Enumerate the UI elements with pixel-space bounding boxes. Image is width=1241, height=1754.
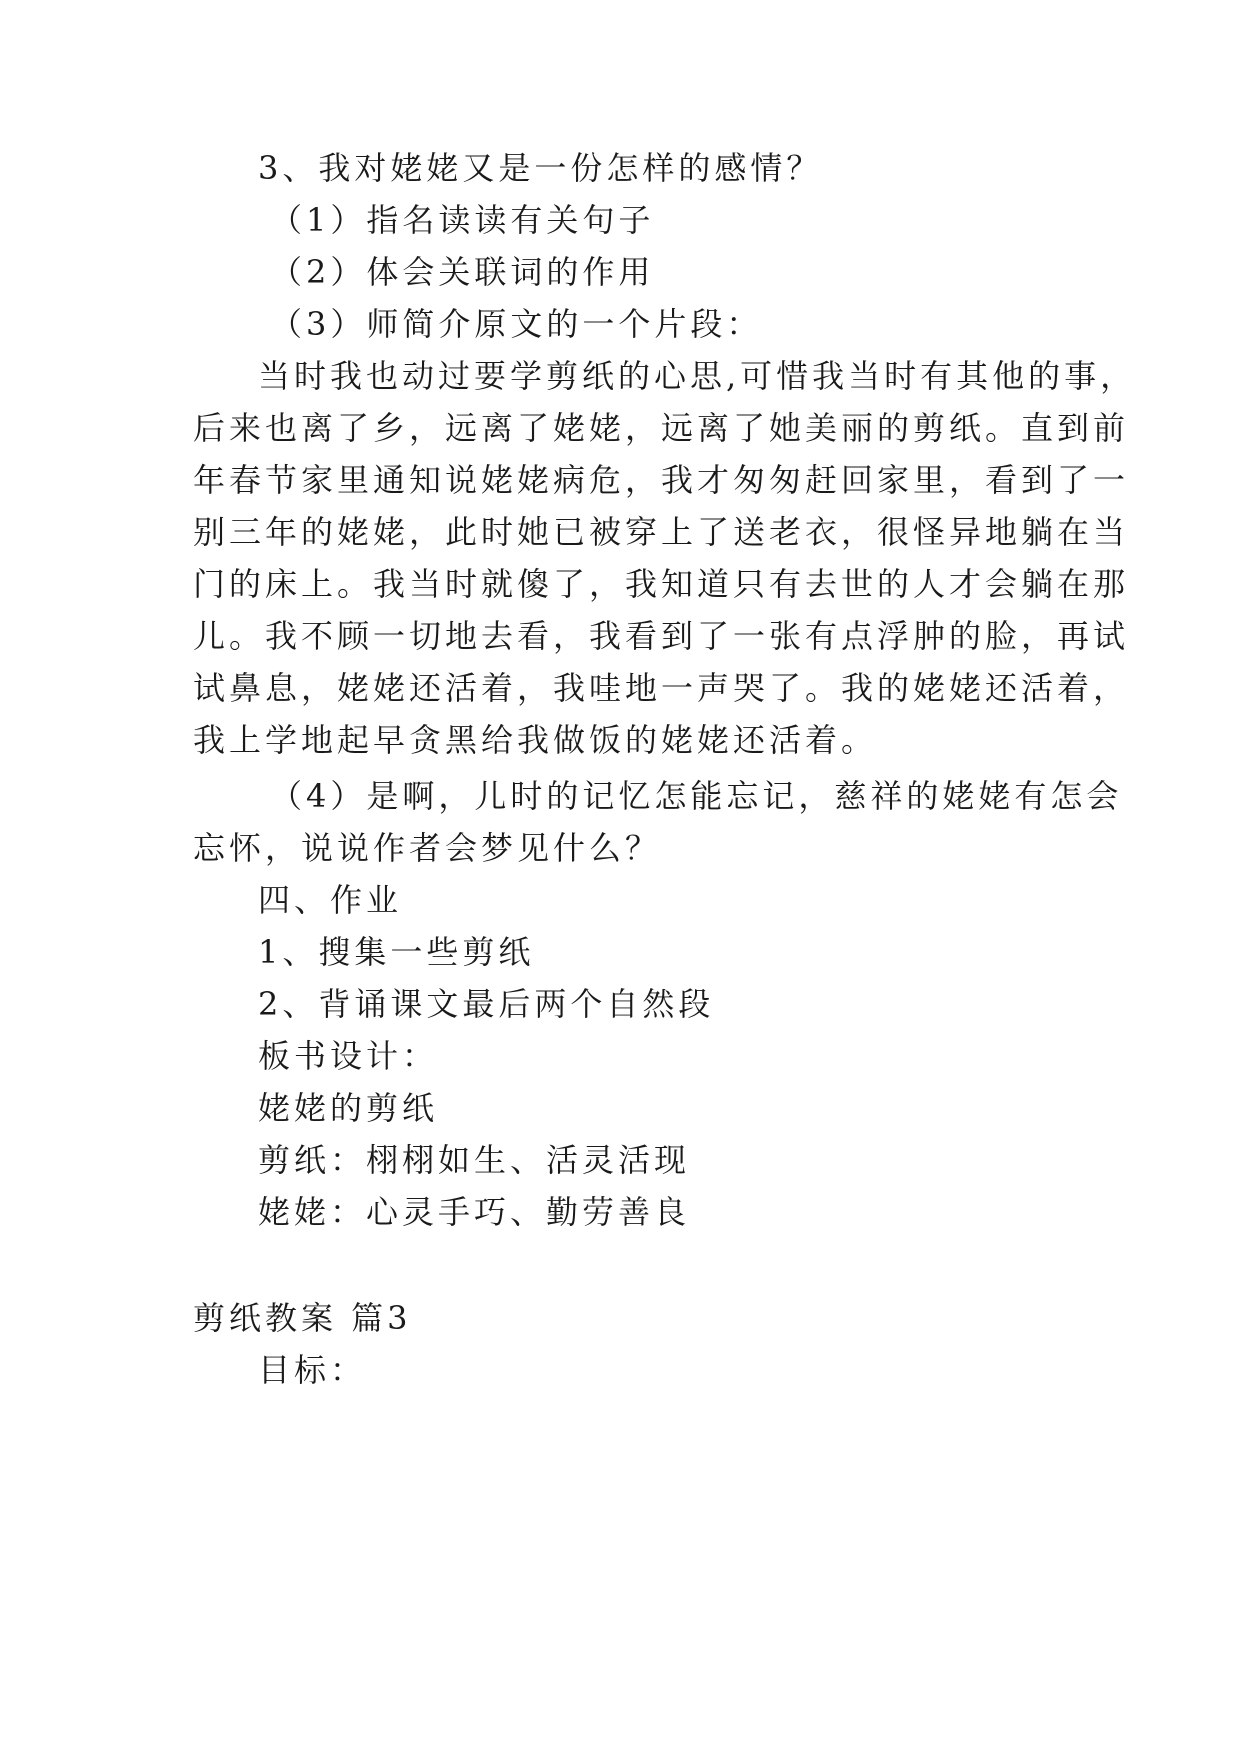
board-design-heading: 板书设计： [258, 1037, 439, 1075]
excerpt-line-4: 别三年的姥姥，此时她已被穿上了送老衣，很怪异地躺在当 [193, 513, 1130, 551]
excerpt-line-1: 当时我也动过要学剪纸的心思,可惜我当时有其他的事， [258, 357, 1137, 395]
board-design-line-2: 姥姥：心灵手巧、勤劳善良 [258, 1193, 691, 1231]
sub-item-4: （4）是啊，儿时的记忆怎能忘记，慈祥的姥姥有怎会 [270, 777, 1123, 815]
board-design-title: 姥姥的剪纸 [258, 1089, 439, 1127]
homework-item-2: 2、背诵课文最后两个自然段 [258, 985, 715, 1023]
excerpt-line-3: 年春节家里通知说姥姥病危，我才匆匆赶回家里，看到了一 [193, 461, 1130, 499]
sub-item-1: （1）指名读读有关句子 [270, 201, 655, 239]
sub-item-3: （3）师简介原文的一个片段： [270, 305, 763, 343]
excerpt-line-6: 儿。我不顾一切地去看，我看到了一张有点浮肿的脸，再试 [193, 617, 1130, 655]
section-homework: 四、作业 [258, 881, 403, 919]
excerpt-line-7: 试鼻息，姥姥还活着，我哇地一声哭了。我的姥姥还活着， [193, 669, 1130, 707]
question-3: 3、我对姥姥又是一份怎样的感情？ [258, 149, 823, 187]
sub-item-4-cont: 忘怀，说说作者会梦见什么？ [193, 829, 662, 867]
section-title-part-3: 剪纸教案 篇3 [193, 1299, 412, 1337]
sub-item-2: （2）体会关联词的作用 [270, 253, 655, 291]
excerpt-line-5: 门的床上。我当时就傻了，我知道只有去世的人才会躺在那 [193, 565, 1130, 603]
objectives-heading: 目标： [258, 1351, 367, 1389]
homework-item-1: 1、搜集一些剪纸 [258, 933, 535, 971]
excerpt-line-8: 我上学地起早贪黑给我做饭的姥姥还活着。 [193, 721, 878, 759]
board-design-line-1: 剪纸：栩栩如生、活灵活现 [258, 1141, 691, 1179]
excerpt-line-2: 后来也离了乡，远离了姥姥，远离了她美丽的剪纸。直到前 [193, 409, 1130, 447]
